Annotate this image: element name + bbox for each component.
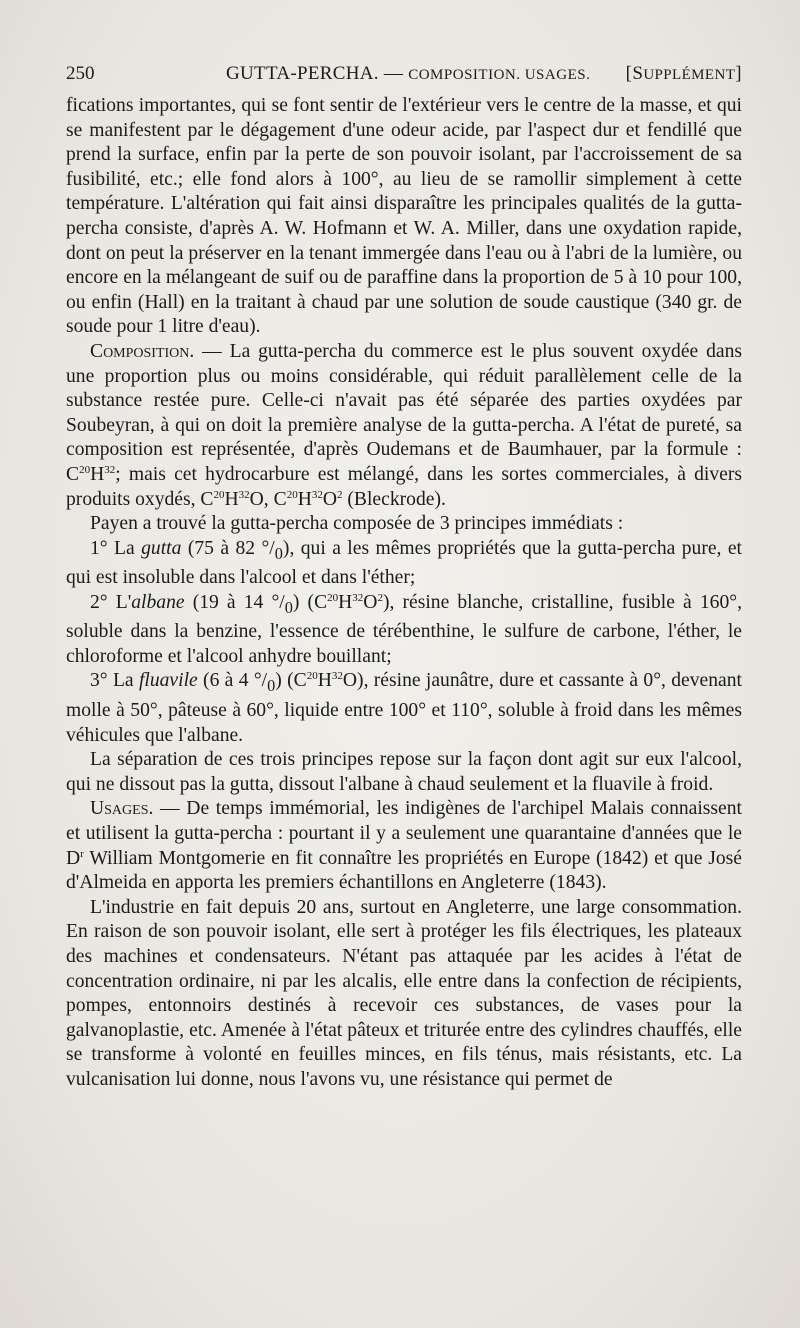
- page-number: 250: [66, 63, 95, 84]
- list-item-fluavile: 3° La fluavile (6 à 4 $^\circ/_0$) $(C^{20}H^{32}O)$, résine jaunâtre, dure et cassante à 0°, devenant molle à 50°, pâteuse à 60°, liquide entre 100° et 110°, soluble à froid dans les mêmes véhicules que l'albane.: [66, 670, 742, 746]
- body-text: [66, 94, 742, 1092]
- paragraph-separation: La séparation de ces trois principes repose sur la façon dont agit sur eux l'alcool, qui ne dissout pas la gutta, dissout l'albane à chaud seulement et la fluavile à froid.: [66, 749, 742, 795]
- running-title-main: GUTTA-PERCHA. —: [226, 63, 404, 84]
- paragraph-industrie: L'industrie en fait depuis 20 ans, surtout en Angleterre, une large consommation. En raison de son pouvoir isolant, elle sert à protéger les fils électriques, les plateaux des machines et condensateurs. N'étant pas attaquée par les acides à l'état de concentration ordinaire, ni par les alcalis, elle entre dans la confection de récipients, pompes, entonnoirs destinés à recevoir ces substances, de vases pour la galvanoplastie, etc. Amenée à l'état pâteux et triturée entre des cylindres chauffés, elle se transforme à volonté en feuilles minces, en fils ténus, mais résistants, etc. La vulcanisation lui donne, nous l'avons vu, une résistance qui permet de: [66, 896, 742, 1090]
- paragraph-payen: Payen a trouvé la gutta-percha composée de 3 principes immédiats :: [90, 513, 624, 535]
- section-lead-composition: Composition.: [90, 340, 195, 362]
- running-title-sub: COMPOSITION. USAGES.: [408, 67, 591, 83]
- running-title: [226, 60, 590, 89]
- section-label: [SUPPLÉMENT]: [625, 63, 742, 84]
- paragraph-usages: Usages. — De temps immémorial, les indigènes de l'archipel Malais connaissent et utilisent la gutta-percha : pourtant il y a seulement une quarantaine d'années que le $D^r$ William Montgomerie en fit connaître les propriétés en Europe (1842) et que José d'Almeida en apporta les premiers échantillons en Angleterre (1843).: [66, 798, 742, 894]
- section-lead-usages: Usages.: [90, 798, 154, 820]
- running-header: [66, 60, 742, 88]
- paragraph-alteration: fications importantes, qui se font sentir de l'extérieur vers le centre de la masse, et qui se manifestent par le dégagement d'une odeur acide, par l'aspect dur et fendillé que prend la surface, enfin par la perte de son pouvoir isolant, par l'accroissement de sa fusibilité, etc.; elle fond alors à 100°, au lieu de se ramollir simplement à cette température. L'altération qui fait ainsi disparaître les principales qualités de la gutta-percha consiste, d'après A. W. Hofmann et W. A. Miller, dans une oxydation rapide, dont on peut la préserver en la tenant immergée dans l'eau ou à l'abri de la lumière, ou encore en la mélangeant de suif ou de paraffine dans la proportion de 5 à 10 pour 100, ou enfin (Hall) en la traitant à chaud par une solution de soude caustique (340 gr. de soude pour 1 litre d'eau).: [66, 95, 742, 338]
- list-item-gutta: 1° La gutta (75 à 82 $^\circ/_0$), qui a les mêmes propriétés que la gutta-percha pure, et qui est insoluble dans l'alcool et dans l'éther;: [66, 537, 742, 589]
- list-item-albane: 2° L'albane (19 à 14 $^\circ/_0$) $(C^{20}H^{32}O^2)$, résine blanche, cristalline, fusible à 160°, soluble dans la benzine, l'essence de térébenthine, le sulfure de carbone, l'éther, le chloroforme et l'alcool anhydre bouillant;: [66, 591, 742, 667]
- paragraph-composition: Composition. — La gutta-percha du commerce est le plus souvent oxydée dans une proportion plus ou moins considérable, qui réduit parallèlement celle de la substance restée pure. Celle-ci n'avait pas été séparée des parties oxydées par Soubeyran, à qui on doit la première analyse de la gutta-percha. A l'état de pureté, sa composition est représentée, d'après Oudemans et de Baumhauer, par la formule : $C^{20}H^{32}$; mais cet hydrocarbure est mélangé, dans les sortes commerciales, à divers produits oxydés, $C^{20}H^{32}O$, $C^{20}H^{32}O^2$ (Bleckrode).: [66, 340, 742, 510]
